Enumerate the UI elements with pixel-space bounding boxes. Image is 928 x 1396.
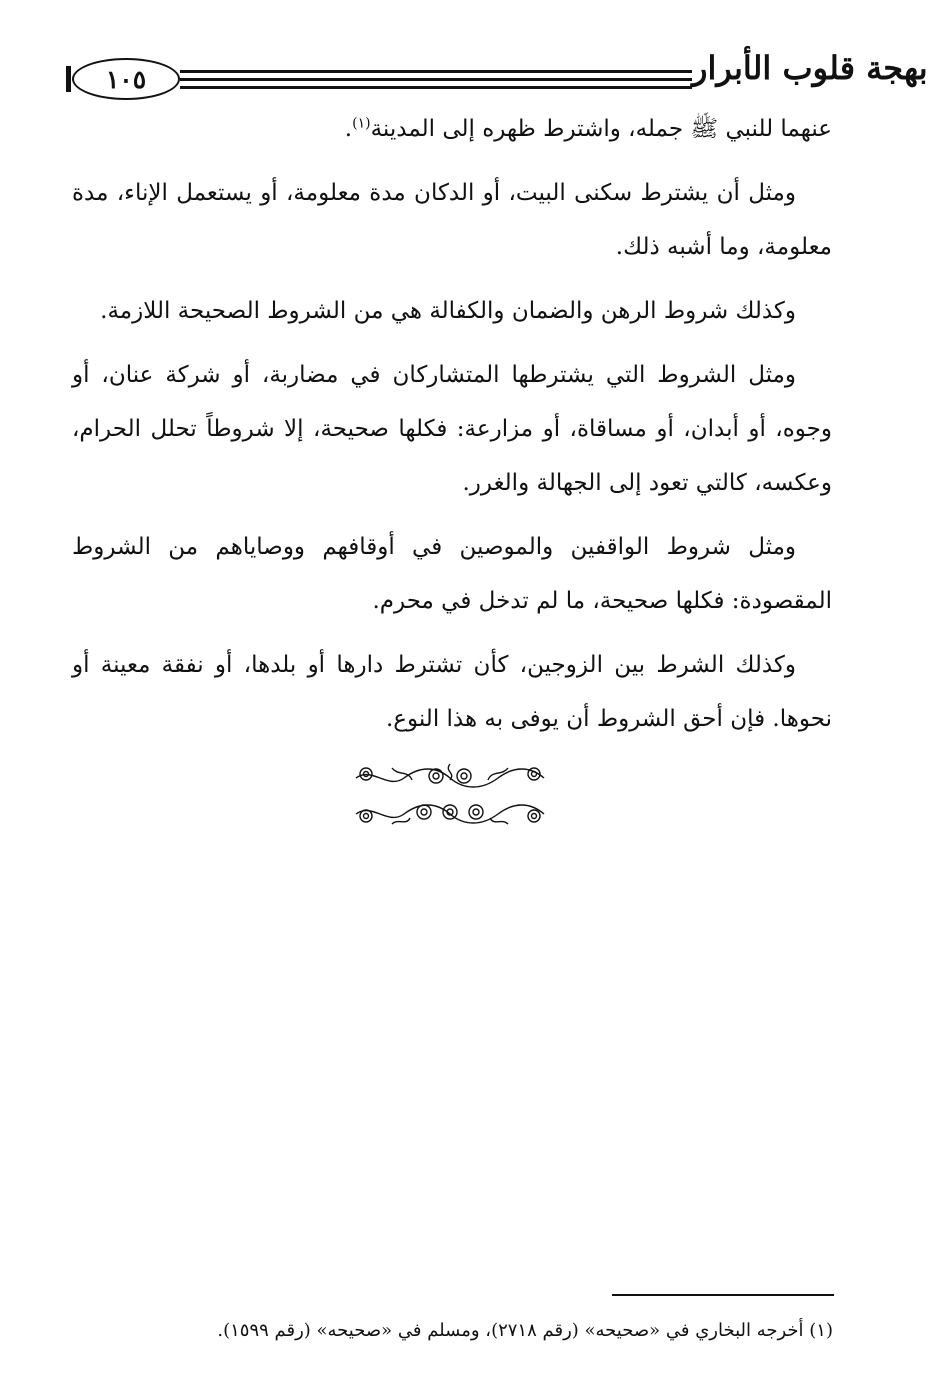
paragraph-1-text: عنهما للنبي ﷺ جمله، واشترط ظهره إلى المدينة (370, 116, 832, 142)
page-number-badge (72, 58, 180, 100)
paragraph-2: ومثل أن يشترط سكنى البيت، أو الدكان مدة معلومة، أو يستعمل الإناء، مدة معلومة، وما أشبه ذلك. (72, 180, 832, 260)
footnote: (١) أخرجه البخاري في «صحيحه» (رقم ٢٧١٨)، ومسلم في «صحيحه» (رقم ١٥٩٩). (217, 1320, 833, 1341)
header-rule-middle (180, 78, 692, 81)
paragraph-1 (72, 102, 832, 156)
header-rule-bottom (180, 86, 692, 89)
paragraph-1-end: . (344, 116, 353, 142)
header-rule-top (180, 70, 692, 73)
book-title: بهجة قلوب الأبرار (692, 49, 928, 87)
paragraph-5: ومثل شروط الواقفين والموصين في أوقافهم ووصاياهم من الشروط المقصودة: فكلها صحيحة، ما لم تدخل في محرم. (72, 534, 832, 614)
main-text (72, 102, 832, 756)
paragraph-3: وكذلك شروط الرهن والضمان والكفالة هي من الشروط الصحيحة اللازمة. (100, 298, 796, 324)
header-double-rule (180, 64, 692, 94)
floral-divider-icon (352, 760, 548, 832)
page-header (60, 38, 928, 110)
page-number: ١٠٥ (105, 64, 147, 94)
footnote-reference[interactable]: (١) (352, 115, 371, 132)
paragraph-4: ومثل الشروط التي يشترطها المتشاركان في مضاربة، أو شركة عنان، أو وجوه، أو أبدان، أو مساقاة، أو مزارعة: فكلها صحيحة، إلا شروطاً تحلل الحرام، وعكسه، كالتي تعود إلى الجهالة والغرر. (72, 362, 832, 496)
header-end-mark (66, 66, 71, 92)
footnote-separator (612, 1294, 834, 1296)
paragraph-6: وكذلك الشرط بين الزوجين، كأن تشترط دارها أو بلدها، أو نفقة معينة أو نحوها. فإن أحق الشروط أن يوفى به هذا النوع. (72, 652, 832, 732)
